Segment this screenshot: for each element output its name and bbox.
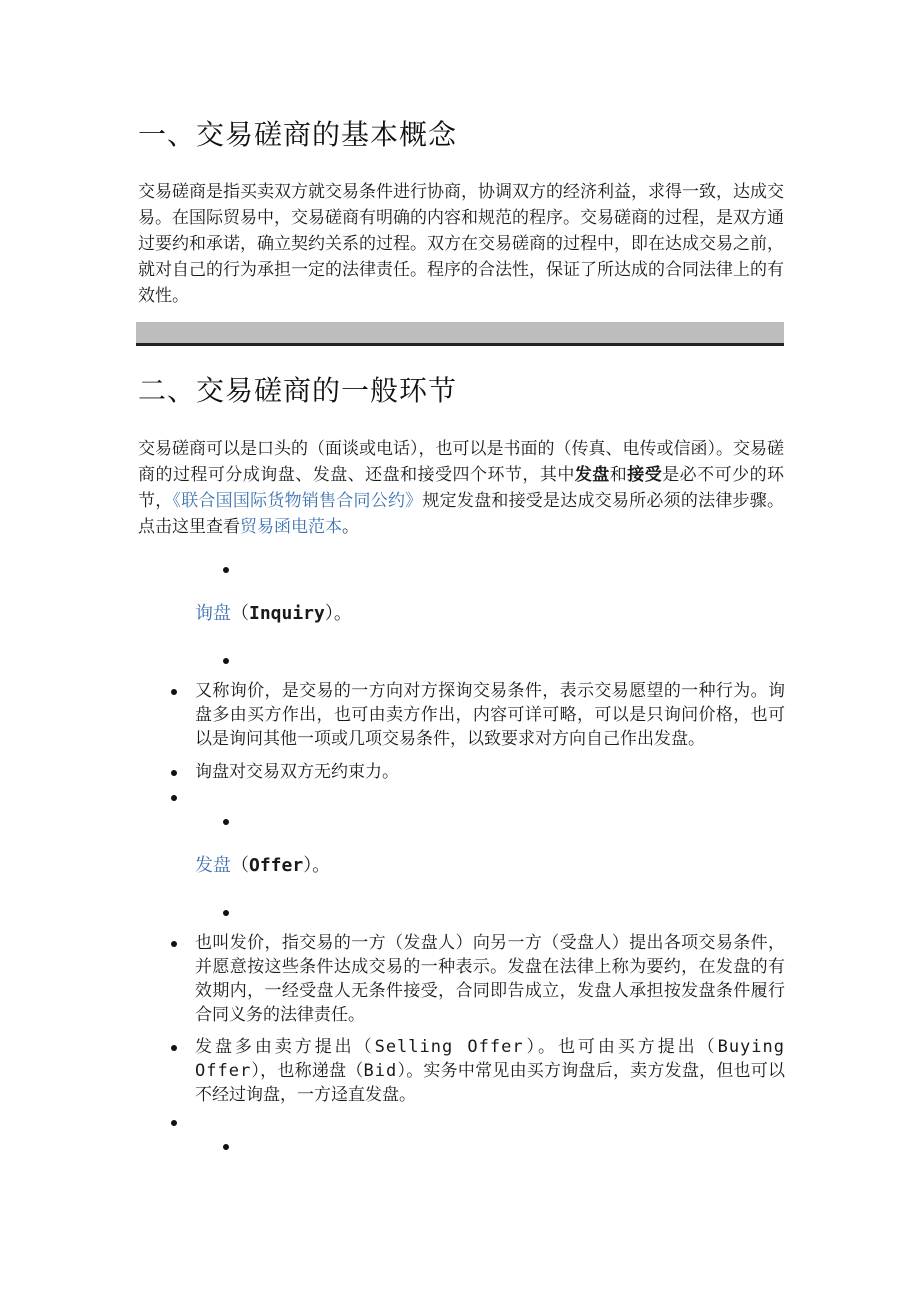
inquiry-definition: 又称询价，是交易的一方向对方探询交易条件，表示交易愿望的一种行为。询盘多由买方作出，也可由卖方作出，内容可详可略，可以是只询问价格，也可以是询问其他一项或几项交易条件，以致要求对方向自己作出发盘。	[195, 681, 785, 749]
body-text: 是必不可少的环节，	[138, 465, 785, 511]
bullet-icon	[171, 1120, 177, 1126]
bullet-icon	[171, 795, 177, 801]
bold-term-offer: 发盘	[574, 465, 610, 485]
inquiry-heading	[195, 601, 352, 627]
body-text: 。	[342, 517, 359, 537]
paren-open: （	[231, 603, 249, 624]
english-term: Selling Offer	[374, 1037, 524, 1057]
paren-close: ）。	[303, 855, 331, 876]
bullet-icon	[223, 567, 229, 573]
bullet-icon	[223, 819, 229, 825]
offer-english: Offer	[249, 855, 304, 876]
offer-link[interactable]: 发盘	[195, 855, 231, 876]
bullet-icon	[223, 1144, 229, 1150]
body-text: ）。实务中常见由买方询盘后，卖方发盘，但也可以不经过询盘，一方迳直发盘。	[195, 1061, 786, 1105]
body-text: ）。也可由买方提出（	[523, 1037, 718, 1057]
section-body-basic-concept: 交易磋商是指买卖双方就交易条件进行协商，协调双方的经济利益，求得一致，达成交易。在国际贸易中，交易磋商有明确的内容和规范的程序。交易磋商的过程，是双方通过要约和承诺，确立契约关系的过程。双方在交易磋商的过程中，即在达成交易之前，就对自己的行为承担一定的法律责任。程序的合法性，保证了所达成的合同法律上的有效性。	[138, 182, 784, 306]
body-text: 发盘多由卖方提出（	[195, 1037, 375, 1057]
bullet-icon	[171, 1045, 177, 1051]
paren-close: ）。	[324, 603, 352, 624]
body-text: 规定发盘和接受是达成交易所必须的法律步骤。点击这里查看	[138, 491, 785, 537]
bullet-icon	[171, 941, 177, 947]
body-text: 交易磋商可以是口头的（面谈或电话），也可以是书面的（传真、电传或信函）。交易磋商的过程可分成询盘、发盘、还盘和接受四个环节，其中	[138, 439, 784, 485]
english-term: Buying Offer	[195, 1037, 785, 1081]
bullet-icon	[223, 658, 229, 664]
section-body-general-steps	[138, 436, 784, 540]
offer-heading	[195, 853, 330, 879]
bullet-icon	[223, 910, 229, 916]
section-heading-basic-concept: 一、交易磋商的基本概念	[138, 118, 458, 151]
offer-who-makes	[195, 1035, 785, 1107]
offer-definition: 也叫发价，指交易的一方（发盘人）向另一方（受盘人）提出各项交易条件，并愿意按这些条件达成交易的一种表示。发盘在法律上称为要约，在发盘的有效期内，一经受盘人无条件接受，合同即告成立，发盘人承担按发盘条件履行合同义务的法律责任。	[195, 933, 785, 1025]
section-heading-general-steps: 二、交易磋商的一般环节	[138, 374, 458, 407]
bullet-icon	[171, 689, 177, 695]
inquiry-binding-note: 询盘对交易双方无约束力。	[195, 762, 399, 782]
section-divider	[136, 322, 784, 346]
convention-link[interactable]: 《联合国国际货物销售合同公约》	[172, 491, 423, 511]
english-term: Bid	[363, 1061, 398, 1081]
sample-letters-link[interactable]: 贸易函电范本	[240, 517, 342, 537]
inquiry-english: Inquiry	[249, 603, 325, 624]
paren-open: （	[231, 855, 249, 876]
inquiry-link[interactable]: 询盘	[195, 603, 231, 624]
body-text: ），也称递盘（	[251, 1061, 364, 1081]
body-text: 和	[609, 465, 628, 485]
bullet-icon	[171, 770, 177, 776]
bold-term-acceptance: 接受	[627, 465, 663, 485]
